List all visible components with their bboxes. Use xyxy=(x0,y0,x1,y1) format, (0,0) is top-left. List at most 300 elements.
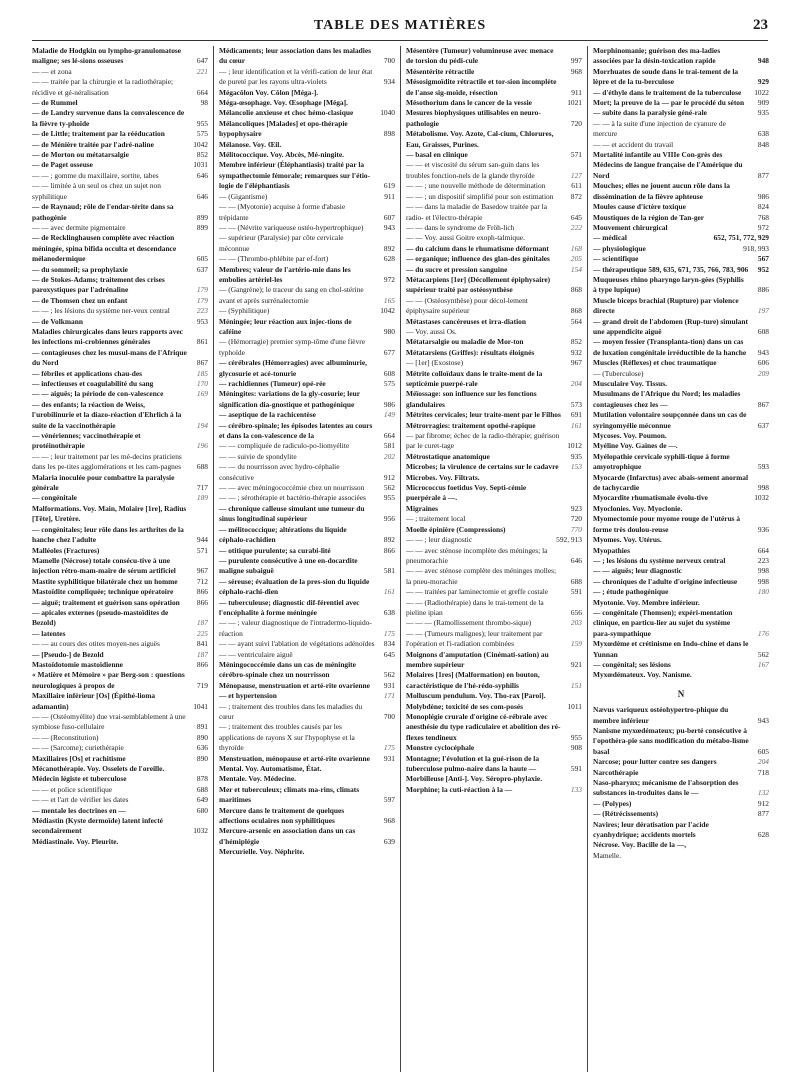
index-entry-page: 204 xyxy=(757,757,769,767)
index-entry-text: Mouvement chirurgical xyxy=(593,222,668,232)
index-entry-page: 1032 xyxy=(754,493,769,503)
index-entry-page: 151 xyxy=(570,680,582,690)
index-entry-text: — congénital; ses lésions xyxy=(593,659,671,669)
index-entry-text: — de Volkmann xyxy=(32,316,83,326)
index-entry xyxy=(219,650,395,660)
index-entry-page: 718 xyxy=(757,767,769,777)
index-entry xyxy=(406,150,582,160)
index-entry xyxy=(593,493,769,503)
index-entry-page: 646 xyxy=(570,555,582,565)
index-entry xyxy=(219,681,395,691)
index-entry-text: — de Ménière traitée par l'adré-naline xyxy=(32,139,154,149)
index-entry-text: Maxillaires [Os] et rachitisme xyxy=(32,753,126,763)
index-entry xyxy=(406,754,582,775)
index-entry-text: Maladie de Hodgkin ou lympho-granulomatose maligne; ses lé-sions osseuses xyxy=(32,46,182,66)
index-entry xyxy=(406,265,582,275)
index-entry-text: — — ; une nouvelle méthode de détermination xyxy=(406,181,546,191)
index-entry-page: 998 xyxy=(757,483,769,493)
index-entry xyxy=(406,618,582,628)
index-entry xyxy=(32,369,208,379)
index-entry-text: Méningée; leur réaction aux injec-tions de caféine xyxy=(219,316,352,336)
index-entry-text: — — (Ostéosynthèse) pour décol-lement épiphysaire supérieur xyxy=(406,295,528,316)
index-entry xyxy=(406,181,582,191)
index-entry-page: 133 xyxy=(570,784,582,794)
index-entry-text: — de Rummel xyxy=(32,98,78,108)
index-entry xyxy=(593,140,769,150)
index-entry-text: Mastoïdite compliquée; technique opératoire xyxy=(32,587,174,597)
index-entry-page: 571 xyxy=(570,150,582,160)
index-entry xyxy=(593,660,769,670)
index-entry xyxy=(32,670,208,691)
index-entry xyxy=(593,67,769,88)
index-entry-page: 768 xyxy=(757,212,769,222)
index-entry-page: 968 xyxy=(570,66,582,76)
index-entry-text: Microbes; la virulence de certains sur le cadavre xyxy=(406,462,559,472)
index-entry-page: 591 xyxy=(570,764,582,774)
index-entry-text: — grand droit de l'abdomen (Rup-ture) simulant une appendicite aiguë xyxy=(593,316,748,336)
index-entry xyxy=(32,379,208,389)
index-entry-text: — supérieur (Paralysie) par côte cervicale méconnue xyxy=(219,233,344,253)
index-entry-text: — (Gigantisme) xyxy=(219,191,268,201)
index-entry xyxy=(406,233,582,243)
index-entry-text: — — traitées par laminectomie et greffe costale xyxy=(406,587,549,597)
index-entry-text: — — ; les lésions du système ner-veux central xyxy=(32,306,170,316)
index-entry-page: 222 xyxy=(570,222,582,232)
index-entry xyxy=(219,421,395,442)
index-entry xyxy=(593,410,769,431)
index-entry-text: Méïossage: son influence sur les fonctions glandulaires xyxy=(406,389,537,409)
index-entry-text: — (Hémorragie) premier symp-tôme d'une fièvre typhoïde xyxy=(219,337,366,357)
index-entry-page: 998 xyxy=(757,576,769,586)
index-entry-text: Mésothorium dans le cancer de la vessie xyxy=(406,98,532,108)
index-entry xyxy=(593,431,769,441)
index-entry-page: 562 xyxy=(383,483,395,493)
index-entry xyxy=(406,160,582,181)
index-entry-text: — rachidiennes (Tumeur) opé-rée xyxy=(219,379,326,388)
index-entry xyxy=(219,462,395,483)
index-entry-text: — aseptique de la rachicentèse xyxy=(219,410,316,420)
index-entry xyxy=(219,379,395,389)
index-entry-text: Moignons d'amputation (Cinémati-sation) au membre supérieur xyxy=(406,649,549,669)
index-entry-text: Mouches; elles ne jouent aucun rôle dans la dissémination de la fièvre aphteuse xyxy=(593,181,730,201)
index-entry-text: — — et zona xyxy=(32,66,72,76)
index-column-1 xyxy=(32,46,208,1072)
index-entry-text: — — et accident du travail xyxy=(593,139,674,149)
index-entry xyxy=(32,639,208,649)
index-entry xyxy=(32,795,208,805)
index-entry xyxy=(219,546,395,556)
index-entry xyxy=(32,598,208,608)
index-entry-text: — et hypertension xyxy=(219,691,277,701)
index-entry-page: 861 xyxy=(196,337,208,347)
index-entry-page: 986 xyxy=(383,399,395,409)
index-entry-page: 175 xyxy=(383,628,395,638)
index-entry-text: — — avec dermite pigmentaire xyxy=(32,222,126,232)
index-entry-text: Malléoles (Fractures) xyxy=(32,545,100,555)
index-entry-page: 606 xyxy=(757,358,769,368)
index-entry xyxy=(219,493,395,503)
index-entry-page: 868 xyxy=(570,306,582,316)
index-entry-page: 187 xyxy=(196,618,208,628)
index-entry-text: — ; étude pathogénique xyxy=(593,587,669,597)
index-entry xyxy=(406,483,582,504)
index-entry xyxy=(219,639,395,649)
index-entry-text: Métatarsiens (Griffes): résultats éloignés xyxy=(406,347,535,357)
index-entry-text: — ; traitement local xyxy=(406,514,466,524)
index-entry-text: — purulente consécutive à une en-docardite maligne subaiguë xyxy=(219,555,358,576)
index-entry xyxy=(593,389,769,410)
index-entry-page: 720 xyxy=(570,514,582,524)
index-entry xyxy=(32,806,208,816)
index-entry-page: 638 xyxy=(757,129,769,139)
index-entry-text: — — et l'art de vérifier les dates xyxy=(32,795,129,805)
index-entry xyxy=(593,46,769,67)
index-entry-page: 899 xyxy=(196,212,208,222)
index-entry-page: 867 xyxy=(757,399,769,409)
index-entry-text: — (Polypes) xyxy=(593,798,632,808)
index-entry-text: Mort; la preuve de la — par le procédé du séton xyxy=(593,98,745,108)
index-entry-page: 161 xyxy=(383,587,395,597)
index-entry xyxy=(32,525,208,546)
index-entry xyxy=(219,847,395,857)
index-entry-text: — mentale les doctrines en — xyxy=(32,805,126,815)
index-entry-text: Mer et tuberculeux; climats ma-rins, climats maritimes xyxy=(219,784,360,805)
index-entry xyxy=(406,431,582,452)
index-entry-text: — — ventriculaire aiguë xyxy=(219,649,293,659)
index-entry xyxy=(593,223,769,233)
index-entry xyxy=(219,119,395,140)
index-entry-page: 649 xyxy=(196,795,208,805)
index-entry xyxy=(219,525,395,546)
index-entry-page: 223 xyxy=(196,306,208,316)
index-entry-text: Mamelle. xyxy=(593,850,622,860)
index-entry-text: — par fibrome; échec de la radio-thérapie; guérison par le curet-tage xyxy=(406,431,560,451)
index-entry xyxy=(219,150,395,160)
index-entry xyxy=(219,785,395,806)
index-entry xyxy=(219,452,395,462)
index-entry-page: 562 xyxy=(383,670,395,680)
index-entry-text: Myomes. Voy. Utérus. xyxy=(593,535,662,545)
index-entry xyxy=(593,202,769,212)
index-entry-page: 997 xyxy=(570,56,582,66)
index-entry xyxy=(32,629,208,639)
index-column-4 xyxy=(593,46,769,1072)
index-entry-text: Myélopathie cervicale syphili-tique à forme amyotrophique xyxy=(593,451,730,472)
index-entry xyxy=(32,181,208,202)
index-entry-page: 149 xyxy=(383,410,395,420)
index-entry xyxy=(32,67,208,77)
index-entry-text: Morphine; la cuti-réaction à la — xyxy=(406,784,513,794)
index-entry-page: 908 xyxy=(570,743,582,753)
index-entry-page: 955 xyxy=(570,732,582,742)
index-entry-text: — — (Reconstitution) xyxy=(32,732,99,742)
index-entry xyxy=(32,265,208,275)
index-entry-page: 187 xyxy=(196,649,208,659)
index-entry-page: 575 xyxy=(196,129,208,139)
index-entry xyxy=(406,712,582,743)
index-entry-page: 892 xyxy=(383,535,395,545)
index-entry-page: 972 xyxy=(757,222,769,232)
index-entry-page: 952 xyxy=(757,264,769,274)
index-entry xyxy=(593,809,769,819)
index-entry-text: — — ; leur traitement par les mé-decins praticiens dans les pe-tites agglomérations et les cam-pagnes xyxy=(32,451,182,472)
index-entry-page: 619 xyxy=(383,181,395,191)
index-entry-text: — contagieuses chez les musul-mans de l'Afrique du Nord xyxy=(32,347,187,368)
index-entry-page: 204 xyxy=(570,379,582,388)
index-entry-page: 575 xyxy=(383,379,395,388)
index-entry xyxy=(32,327,208,348)
index-entry xyxy=(593,514,769,535)
index-entry xyxy=(406,327,582,337)
index-entry xyxy=(593,213,769,223)
index-entry-text: Moustiques de la région de Tan-ger xyxy=(593,212,705,222)
index-entry xyxy=(32,733,208,743)
index-entry-text: — mélitococcique; altérations du liquide céphalo-rachidien xyxy=(219,524,347,545)
index-entry xyxy=(32,400,208,431)
index-entry-text: Mercure-arsenic en association dans un cas d'hémiplégie xyxy=(219,826,356,846)
index-entry xyxy=(32,275,208,296)
index-entry-text: — de Recklinghausen complète avec réaction méningée, spina bifida occulta et descendance mélanodermique xyxy=(32,233,177,264)
index-entry-page: 892 xyxy=(383,243,395,253)
index-entry-page: 923 xyxy=(570,503,582,513)
index-entry-text: — ; traitement des troubles causés par les applications de rayons X sur l'hypophyse et la thyroïde xyxy=(219,722,355,753)
index-entry-text: Nævus variqueux ostéohypertro-phique du membre inférieur xyxy=(593,705,729,725)
index-entry xyxy=(406,691,582,701)
index-entry-page: 581 xyxy=(383,566,395,576)
index-entry-page: 611 xyxy=(571,181,582,191)
index-entry-page: 165 xyxy=(383,295,395,305)
index-entry xyxy=(32,233,208,264)
index-entry-text: — cérébro-spinale; les épisodes latentes au cours et dans la con-valescence de la xyxy=(219,420,373,441)
index-entry-text: Membres; valeur de l'artério-mie dans les embolies artériel-les xyxy=(219,264,351,284)
index-entry-page: 968 xyxy=(383,816,395,826)
index-entry-text: Naso-pharynx; mécanisme de l'absorption des substances in-troduites dans le — xyxy=(593,778,739,798)
index-column-2 xyxy=(219,46,395,1072)
index-entry-page: 868 xyxy=(570,285,582,295)
index-entry-page: 592, 913 xyxy=(556,535,582,545)
index-entry-text: — du calcium dans le rhumatisme déformant xyxy=(406,243,549,253)
index-entry xyxy=(219,702,395,723)
index-entry xyxy=(32,452,208,473)
index-entry-page: 770 xyxy=(570,524,582,534)
index-entry xyxy=(406,348,582,358)
index-entry xyxy=(219,754,395,764)
index-entry-text: — (Rétrécissements) xyxy=(593,809,659,819)
index-entry-text: Menstruation, ménopause et arté-rite ovarienne xyxy=(219,753,370,763)
index-entry-text: — — au cours des otites moyen-nes aiguës xyxy=(32,639,160,649)
index-entry-text: Méga-œsophage. Voy. Œsophage [Méga]. xyxy=(219,98,348,108)
index-entry-text: — de Raynaud; rôle de l'endar-térite dans sa pathogénie xyxy=(32,202,174,222)
index-entry-text: Muqueuses rhino pharyngo laryn-gées (Syphilis à type lupique) xyxy=(593,274,744,295)
index-entry-page: 980 xyxy=(383,326,395,336)
index-entry-page: 911 xyxy=(571,87,582,97)
index-entry-page: 935 xyxy=(757,108,769,118)
index-entry xyxy=(593,726,769,757)
index-entry xyxy=(406,223,582,233)
index-entry-text: Mégacôlon Voy. Côlon [Méga-]. xyxy=(219,87,319,97)
index-entry-text: — — ; leur diagnostic xyxy=(406,535,473,545)
index-entry-text: — (Gangrène); le traceur du sang en chol-stérine avant et après surrénalectomie xyxy=(219,285,364,305)
index-entry xyxy=(593,820,769,841)
index-entry-page: 943 xyxy=(757,715,769,725)
index-entry xyxy=(593,840,769,850)
index-entry-text: Monoplégie crurale d'origine cé-rébrale avec anesthésie du type radiculaire et abolition des ré-flexes tendineux xyxy=(406,712,561,742)
index-entry xyxy=(406,525,582,535)
index-entry xyxy=(593,546,769,556)
index-entry-text: Morphinomanie; guérison des ma-ladies associées par la désin-toxication rapide xyxy=(593,46,721,66)
index-entry-text: — — (Thrombo-phlébite par ef-fort) xyxy=(219,254,329,264)
index-entry xyxy=(593,535,769,545)
index-entry-text: — scientifique xyxy=(593,254,639,264)
index-entry-page: 935 xyxy=(570,451,582,461)
index-entry-text: Mastite syphilitique bilatérale chez un homme xyxy=(32,576,178,586)
index-entry xyxy=(32,837,208,847)
index-entry-text: Myxœdème et crétinisme en Indo-chine et dans le Yunnan xyxy=(593,639,749,659)
index-entry xyxy=(593,639,769,660)
index-entry-page: 628 xyxy=(757,830,769,840)
index-entry-text: — — avec sténose incomplète des méninges; la pneumorachie xyxy=(406,545,548,565)
index-entry-page: 567 xyxy=(757,254,769,264)
index-entry-page: 931 xyxy=(383,753,395,763)
index-entry-page: 1031 xyxy=(193,160,208,170)
index-entry xyxy=(32,712,208,733)
index-entry-text: — moyen fessier (Transplanta-tion) dans un cas de luxation congénitale irréductible de la hanche xyxy=(593,337,747,357)
index-entry-text: Ménopause, menstruation et arté-rite ovarienne xyxy=(219,680,370,690)
index-entry-page: 645 xyxy=(383,649,395,659)
index-column-3 xyxy=(406,46,582,1072)
index-entry-page: 196 xyxy=(196,441,208,451)
index-entry-page: 1032 xyxy=(193,826,208,836)
index-entry-text: Molaires [1res] (Malformation) en bouton, caractéristique de l'hé-rédo-syphilis xyxy=(406,670,540,690)
index-entry-page: 647 xyxy=(196,56,208,66)
index-entry-text: — vénériennes; vaccinothérapie et protéinothérapie xyxy=(32,431,141,451)
index-entry-text: — (Tuberculose) xyxy=(593,368,644,378)
index-entry-page: 189 xyxy=(196,493,208,503)
index-entry xyxy=(406,598,582,619)
index-entry-page: 607 xyxy=(383,212,395,222)
index-entry xyxy=(32,150,208,160)
index-entry-text: — congénitale (Thomsen); expéri-mentation clinique, en particu-lier au sujet du système para-sympathique xyxy=(593,607,733,638)
index-entry xyxy=(219,88,395,98)
index-entry xyxy=(406,452,582,462)
index-entry-text: — — ; gomme du maxillaire, sortite, tabes xyxy=(32,170,159,180)
index-entry-text: Monstre cyclocéphale xyxy=(406,743,475,753)
index-entry-page: 944 xyxy=(196,535,208,545)
index-entry-page: 132 xyxy=(757,788,769,798)
index-entry xyxy=(593,369,769,379)
index-entry xyxy=(593,799,769,809)
index-entry xyxy=(406,774,582,784)
index-entry xyxy=(32,691,208,712)
index-entry xyxy=(406,296,582,317)
index-entry xyxy=(32,348,208,369)
index-entry-page: 573 xyxy=(570,399,582,409)
index-entry xyxy=(406,275,582,296)
index-entry xyxy=(593,598,769,608)
index-entry-page: 912 xyxy=(383,472,395,482)
index-entry-page: 203 xyxy=(570,618,582,628)
index-entry-page: 161 xyxy=(570,420,582,430)
index-entry xyxy=(32,587,208,597)
index-entry xyxy=(593,337,769,358)
index-entry-page: 202 xyxy=(383,451,395,461)
index-entry-text: — — ; un dispositif simplifié pour son estimation xyxy=(406,191,554,201)
index-entry-text: — Voy. aussi Os. xyxy=(406,326,457,336)
index-entry-text: Métatarsalgie ou maladie de Mor-ton xyxy=(406,337,524,347)
index-entry-page: 221 xyxy=(196,66,208,76)
index-entry-text: — apicales externes (pseudo-mastoïdites de Bezold) xyxy=(32,607,169,628)
index-entry-text: Micrococcus foetidus Voy. Septi-cémie puerpérale à —. xyxy=(406,483,527,503)
index-entry xyxy=(32,77,208,98)
index-entry-text: — otitique purulente; sa curabi-lité xyxy=(219,545,331,555)
index-entry-text: — — ayant suivi l'ablation de végétations adénoïdes xyxy=(219,639,375,649)
index-entry xyxy=(219,223,395,233)
index-entry-text: — — (Tumeurs malignes); leur traitement par l'opération et l'i-radiation combinées xyxy=(406,628,543,649)
index-entry-page: 877 xyxy=(757,170,769,180)
index-entry-text: — infectieuses et coagulabilité du sang xyxy=(32,379,154,388)
index-entry-page: 645 xyxy=(570,212,582,222)
index-entry xyxy=(32,202,208,223)
index-entry-page: 205 xyxy=(570,254,582,264)
index-entry xyxy=(406,358,582,368)
index-entry xyxy=(406,462,582,472)
index-entry-text: — — aiguës; la période de con-valescence xyxy=(32,389,164,399)
index-entry xyxy=(593,244,769,254)
index-entry xyxy=(593,181,769,202)
index-entry xyxy=(219,556,395,577)
index-entry-text: Myxœdémateux. Voy. Nanisme. xyxy=(593,670,692,680)
index-entry-text: Mental. Voy. Automatisme, État. xyxy=(219,764,322,774)
index-entry-page: 948 xyxy=(757,56,769,66)
index-entry-page: 638 xyxy=(383,607,395,617)
index-entry-page: 717 xyxy=(196,483,208,493)
index-entry-text: Nécrose. Voy. Bacille de la —, xyxy=(593,840,687,850)
index-entry-text: Mentale. Voy. Médecine. xyxy=(219,774,296,784)
index-entry xyxy=(406,410,582,420)
index-entry-page: 1021 xyxy=(567,98,582,108)
index-entry-text: Myéline Voy. Gaines de —. xyxy=(593,441,678,451)
page-title: TABLE DES MATIÈRES xyxy=(313,18,487,33)
index-entry xyxy=(219,140,395,150)
index-entry-text: — — et police scientifique xyxy=(32,784,113,794)
index-entry xyxy=(32,660,208,670)
index-entry-page: 169 xyxy=(196,389,208,399)
index-entry xyxy=(219,285,395,306)
index-entry-page: 677 xyxy=(383,347,395,357)
index-entry-text: — — et viscosité du sérum san-guin dans les troubles fonction-nels de la glande thyroïde xyxy=(406,160,540,180)
index-entry-page: 664 xyxy=(757,545,769,555)
index-entry-page: 209 xyxy=(757,368,769,378)
index-entry xyxy=(406,473,582,483)
index-entry-text: Microbes. Voy. Filtrats. xyxy=(406,472,480,482)
index-entry-page: 912 xyxy=(757,798,769,808)
index-entry-page: 886 xyxy=(757,285,769,295)
index-entry-text: — — compliquée de radiculo-po-liomyélite xyxy=(219,441,350,451)
index-entry xyxy=(219,46,395,67)
index-entry-page: 605 xyxy=(757,746,769,756)
index-entry xyxy=(219,265,395,286)
index-entry-page: 712 xyxy=(196,576,208,586)
index-entry-text: Malformations. Voy. Main, Molaire [1re], Radius [Tête], Uretère. xyxy=(32,503,187,524)
index-entry-text: Médicaments; leur association dans les maladies du cœur xyxy=(219,46,371,66)
index-entry-text: Montagne; l'évolution et la gué-rison de la tuberculose pulmo-naire dans la haute — xyxy=(406,753,540,774)
index-entry-page: 1042 xyxy=(193,139,208,149)
index-entry-text: Métacarpiens [1er] (Décollement épiphysaire) supérieur traité par ostéosynthèse xyxy=(406,274,551,295)
index-entry-text: — — traitée par la chirurgie et la radiothérapie; récidive et gé-néralisation xyxy=(32,77,174,97)
index-entry xyxy=(219,202,395,223)
index-entry-text: — — limitée à un seul os chez un sujet non syphilitique xyxy=(32,181,161,201)
index-entry-page: 852 xyxy=(196,150,208,160)
